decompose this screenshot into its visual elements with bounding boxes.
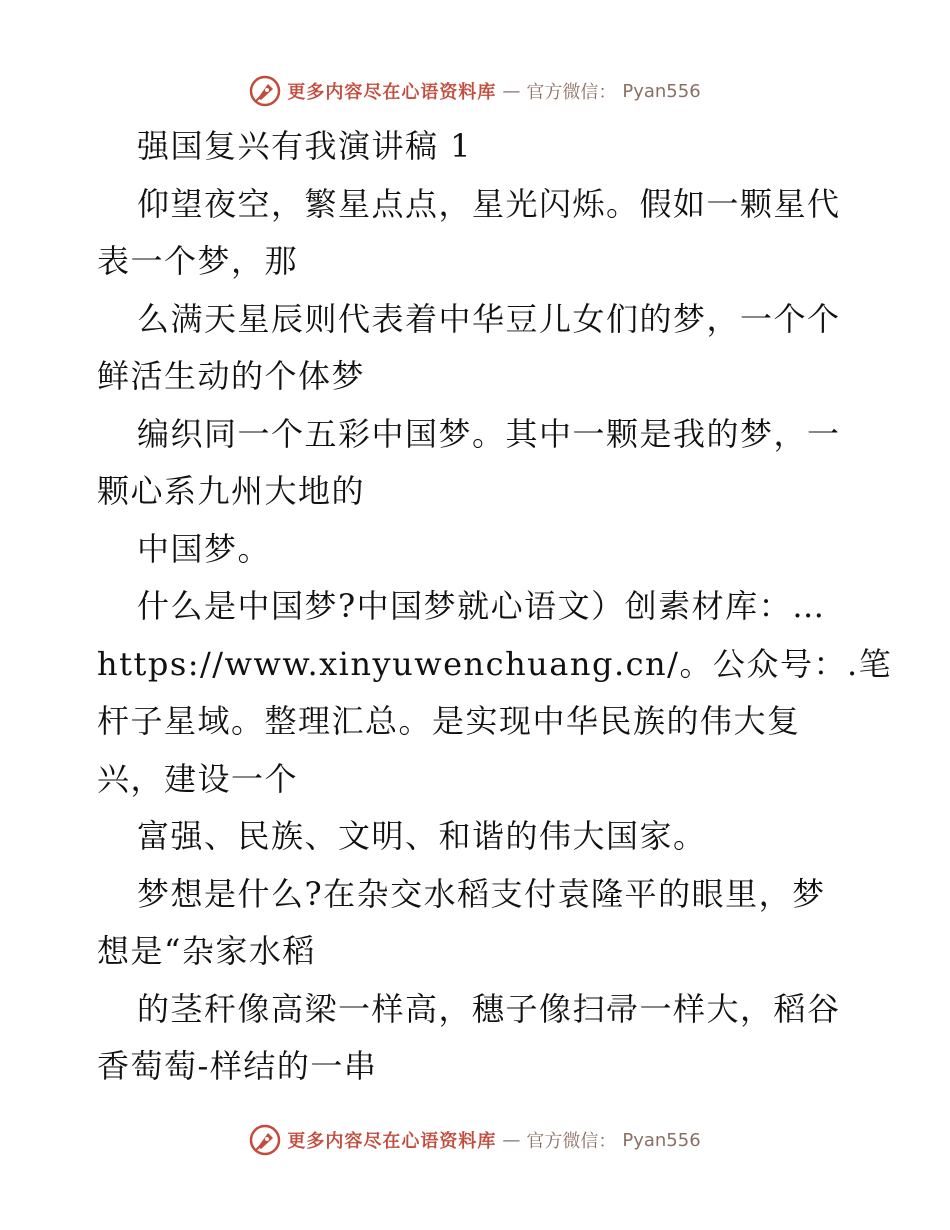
header-separator: — [502, 80, 521, 102]
doc-title: 强国复兴有我演讲稿 1 [137, 127, 473, 165]
footer-official-label: 官方微信： [526, 1131, 617, 1152]
paragraph-line: 么满天星辰则代表着中华豆儿女们的梦，一个个 [137, 299, 841, 338]
pen-nib-logo-icon [249, 1124, 281, 1156]
footer-account: Pyan556 [622, 1129, 701, 1151]
footer-brand-text: 更多内容尽在心语资料库 [287, 1131, 497, 1152]
paragraph-line: 兴，建设一个 [97, 759, 299, 798]
header-banner [0, 71, 950, 111]
paragraph-line: 的茎秆像高梁一样高，穗子像扫帚一样大，稻谷 [137, 989, 841, 1028]
header-official-label: 官方微信： [526, 82, 617, 103]
paragraph-line: 仰望夜空，繁星点点，星光闪烁。假如一颗星代 [137, 184, 841, 223]
paragraph-line: 鲜活生动的个体梦 [97, 357, 366, 395]
paragraph-line: 梦想是什么?在杂交水稻支付袁隆平的眼里，梦 [137, 874, 826, 913]
paragraph-line: 表一个梦，那 [97, 242, 299, 280]
document-body [97, 118, 893, 1096]
footer-banner [0, 1120, 950, 1160]
header-account: Pyan556 [622, 80, 701, 102]
paragraph-line: 中国梦。 [137, 529, 272, 568]
paragraph-line: 编织同一个五彩中国梦。其中一颗是我的梦，一 [137, 414, 841, 453]
paragraph-line: 想是“杂家水稻 [97, 932, 316, 970]
header-brand-text: 更多内容尽在心语资料库 [287, 82, 497, 103]
paragraph-line: 富强、民族、文明、和谐的伟大国家。 [137, 817, 707, 855]
pen-nib-logo-icon [249, 75, 281, 107]
footer-separator: — [502, 1129, 521, 1151]
paragraph-line: 什么是中国梦?中国梦就心语文）创素材库：… [137, 587, 826, 625]
paragraph-line: 杆子星域。整理汇总。是实现中华民族的伟大复 [97, 702, 801, 740]
paragraph-line-url: https://www.xinyuwenchuang.cn/。公众号：.笔 [97, 644, 893, 683]
paragraph-line: 颗心系九州大地的 [97, 472, 366, 510]
paragraph-line: 香萄萄-样结的一串 [97, 1047, 378, 1085]
